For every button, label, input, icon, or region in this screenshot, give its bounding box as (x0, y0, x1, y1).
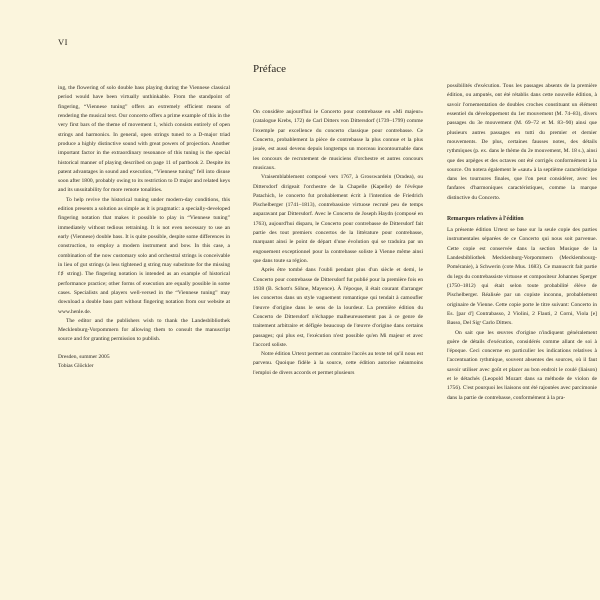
column-preface (253, 108, 423, 378)
column-english (58, 84, 230, 371)
paragraph: Vraisemblablement composé vers 1767, à Grosswardein (Oradea), ou Dittersdorf dirigeait l'orchestre de la Chapelle (Kapelle) de l'évêque Patachich, le concerto fut probablement écrit à l'intention de Friedrich Pischelberger (1741–1813), contrebassiste virtuose recruté peu de temps auparavant par Dittersdorf. Avec le Concerto de Joseph Haydn (composé en 1763), aujourd'hui disparu, le Concerto pour contrebasse de Dittersdorf fait partie des tout premiers concertos de la littérature pour contrebasse, marquant ainsi le point de départ d'une évolution qui se traduira par un engouement exceptionnel pour la contrebasse soliste à Vienne même ainsi que dans toute sa région. (253, 174, 423, 264)
signature-place: Dresden, summer 2005 (58, 353, 110, 360)
paragraph: To help revive the historical tuning under modern-day conditions, this edition presents a solution as simple as it is pragmatic: a specially-developed fingering notation that makes it possible to play in “Viennese tuning” immediately without tedious retraining. It is not even necessary to use an early (Viennese) double bass. It is quite possible, despite some differences in construction, to employ a modern instrument and bow. In this case, a combination of the now customary solo and orchestral strings is conceivable in lieu of gut strings (a less tightened g string may substitute for the missing f♯ string). The fingering notation is intended as an example of historical performance practice; other forms of execution are equally possible in some cases. Specialists and players well-versed in the “Viennese tuning” may download a double bass part without fingering notation from our website at www.henle.de. (58, 196, 230, 315)
paragraph: ing, the flowering of solo double bass playing during the Viennese classical period would have been virtually unthinkable. From the standpoint of fingering, “Viennese tuning” offers an extremely efficient means of rendering the musical text. Our concerto offers a prime example of this in the very first bars of the theme of movement 1, which consists entirely of open strings and harmonics. In general, open strings tuned to a D-major triad produce a highly distinctive sound with great powers of projection. Another important factor in the extraordinary resonance of this tuning is the special historical manner of playing described on page 11 of partbook 2. Despite its patent advantages in sound and execution, “Viennese tuning” fell into disuse soon after 1800, probably owing to its restriction to D major and related keys and its unsuitability for more remote tonalities. (58, 85, 230, 194)
signature-name: Tobias Glöckler (58, 363, 94, 370)
page-number: VI (58, 37, 68, 47)
paragraph: On considère aujourd'hui le Concerto pour contrebasse en «Mi majeur» (catalogue Krebs, 172) de Carl Ditters von Dittersdorf (1739–1799) comme l'exemple par excellence du concerto classique pour contrebasse. Ce Concerto, probablement la pièce de contrebasse la plus connue et la plus jouée, est aussi devenu depuis longtemps un morceau incontournable dans les concours de recrutement de musiciens d'orchestre et autres concours musicaux. (253, 109, 423, 171)
column-remarks (447, 82, 597, 403)
paragraph: On sait que les œuvres d'origine n'indiquent généralement guère de détails d'exécution, considérés comme allant de soi à l'époque. Ceci concerne en particulier les indications relatives à l'accentuation rythmique, souvent absentes des sources, où il faut savoir utiliser avec goût et placer au bon endroit le coulé (liaison) et le détachés (Leopold Mozart dans sa méthode de violon de 1756). C'est pourquoi les liaisons ont été rajoutées avec parcimonie dans la partie de contrebasse, conformément à la pra- (447, 329, 597, 401)
paragraph: Notre édition Urtext permet au contraire l'accès au texte tel qu'il nous est parvenu. Quoique fidèle à la source, cette édition autorise néanmoins l'emploi de divers accords et permet plusieurs (253, 351, 423, 376)
paragraph: possibilités d'exécution. Tous les passages absents de la première édition, ou amputés, ont été rétablis dans cette nouvelle édition, à savoir l'ornementation de doubles croches constituant un élément essentiel du développement du 1er mouvement (M. 74–83), divers passages du 3e mouvement (M. 69–72 et M. 83–90) ainsi que plusieurs autres passages en tutti du premier et dernier mouvements. De plus, certaines fausses notes, des détails rythmiques (p. ex. dans le thème du 2e mouvement, M. 18 s.), ainsi que des arpèges et des octaves ont été corrigés conformément à la source. On notera également le «saut» à la septième caractéristique dans les tournures finales, que l'on peut considérer, avec les fanfares d'harmoniques caractéristiques, comme la marque distinctive du Concerto. (447, 83, 597, 201)
section-title: Préface (253, 63, 286, 75)
paragraph: Après être tombé dans l'oubli pendant plus d'un siècle et demi, le Concerto pour contrebasse de Dittersdorf fut publié pour la première fois en 1938 (B. Schott's Söhne, Mayence). À l'époque, il était courant d'arranger les concertos dans un style vaguement romantique qui tendait à camoufler l'œuvre d'origine dans le sens de la lourdeur. La première édition du Concerto de Dittersdorf n'échappe malheureusement pas à ce genre de traitement arbitraire et défigée beaucoup de l'œuvre d'origine dans certains passages; qui plus est, l'exécution n'est possible qu'en Mi majeur et avec l'accord soliste. (253, 267, 423, 348)
paragraph: La présente édition Urtext se base sur la seule copie des parties instrumentales séparées de ce Concerto qui nous soit parvenue. Cette copie est conservée dans la section Musique de la Landesbibliothek Mecklenburg-Vorpommern (Mecklembourg-Poméranie), à Schwerin (cote Mus. 1683). Ce manuscrit fait partie du legs du contrebassiste virtuose et compositeur Johannes Sperger (1750–1812) qui était selon toute probabilité élève de Pischelberger. Réalisée par un copiste inconnu, probablement originaire de Vienne. Cette copie porte le titre suivant: Concerto in Es. [par d'] Contrabasso, 2 Violini, 2 Flauti, 2 Corni, Viola [e] Basso, Del Sigʳ Carlo Ditters. (447, 227, 597, 327)
signature (58, 353, 230, 372)
paragraph: The editor and the publishers wish to thank the Landesbibliothek Mecklenburg-Vorpommern for allowing them to consult the manuscript source and for granting permission to publish. (58, 317, 230, 343)
remarks-heading: Remarques relatives à l'édition (447, 216, 524, 223)
